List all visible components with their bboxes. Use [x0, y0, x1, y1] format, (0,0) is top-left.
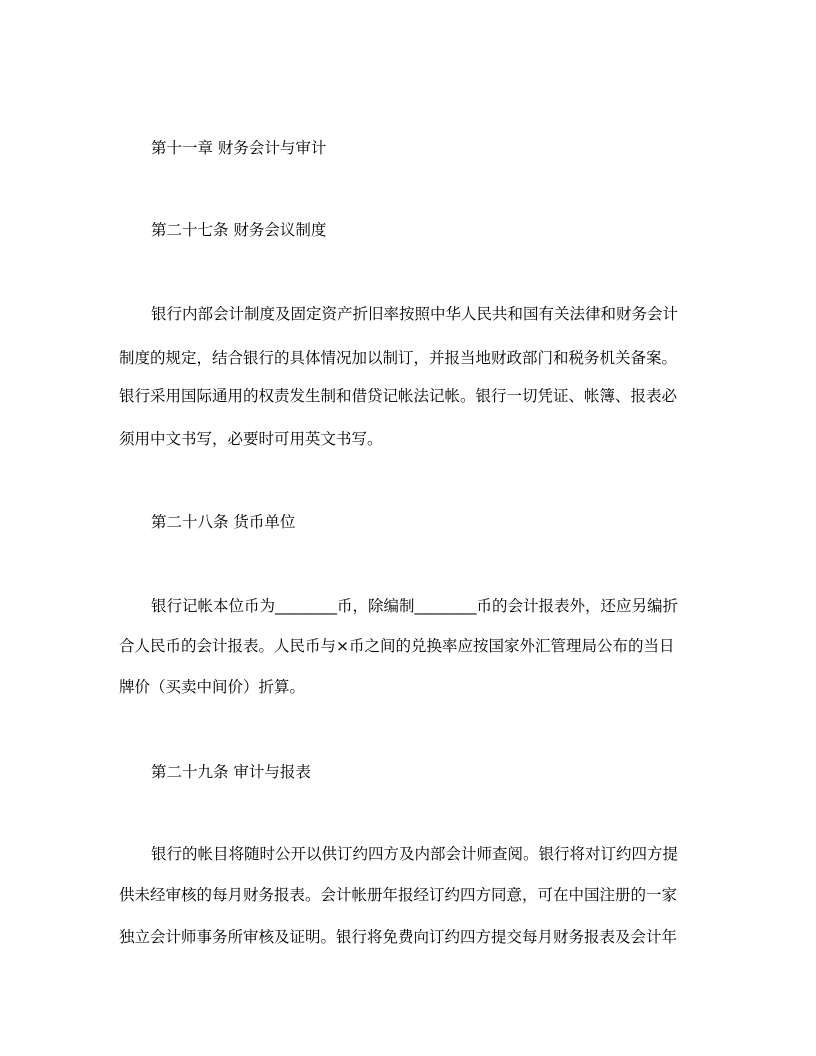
- article-29-line-1: 银行的帐目将随时公开以供订约四方及内部会计师查阅。银行将对订约四方提: [151, 845, 679, 863]
- article-28-title: 第二十八条 货币单位: [151, 513, 296, 531]
- article-28-line-2: 合人民币的会计报表。人民币与×币之间的兑换率应按国家外汇管理局公布的当日: [119, 637, 675, 655]
- article-27-line-4: 须用中文书写，必要时可用英文书写。: [119, 430, 383, 448]
- chapter-title: 第十一章 财务会计与审计: [151, 139, 327, 157]
- article-28-line-3: 牌价（买卖中间价）折算。: [119, 678, 306, 696]
- article-27-line-3: 银行采用国际通用的权责发生制和借贷记帐法记帐。银行一切凭证、帐簿、报表必: [119, 387, 678, 405]
- article-29-line-2: 供未经审核的每月财务报表。会计帐册年报经订约四方同意，可在中国注册的一家: [119, 886, 678, 904]
- article-28-line-1: 银行记帐本位币为________币，除编制________币的会计报表外，还应另编折: [151, 597, 679, 615]
- article-27-line-2: 制度的规定，结合银行的具体情况加以制订，并报当地财政部门和税务机关备案。: [119, 349, 678, 367]
- article-27-line-1: 银行内部会计制度及固定资产折旧率按照中华人民共和国有关法律和财务会计: [151, 305, 679, 323]
- article-27-title: 第二十七条 财务会议制度: [151, 221, 327, 239]
- article-29-title: 第二十九条 审计与报表: [151, 763, 311, 781]
- article-29-line-3: 独立会计师事务所审核及证明。银行将免费向订约四方提交每月财务报表及会计年: [119, 928, 678, 946]
